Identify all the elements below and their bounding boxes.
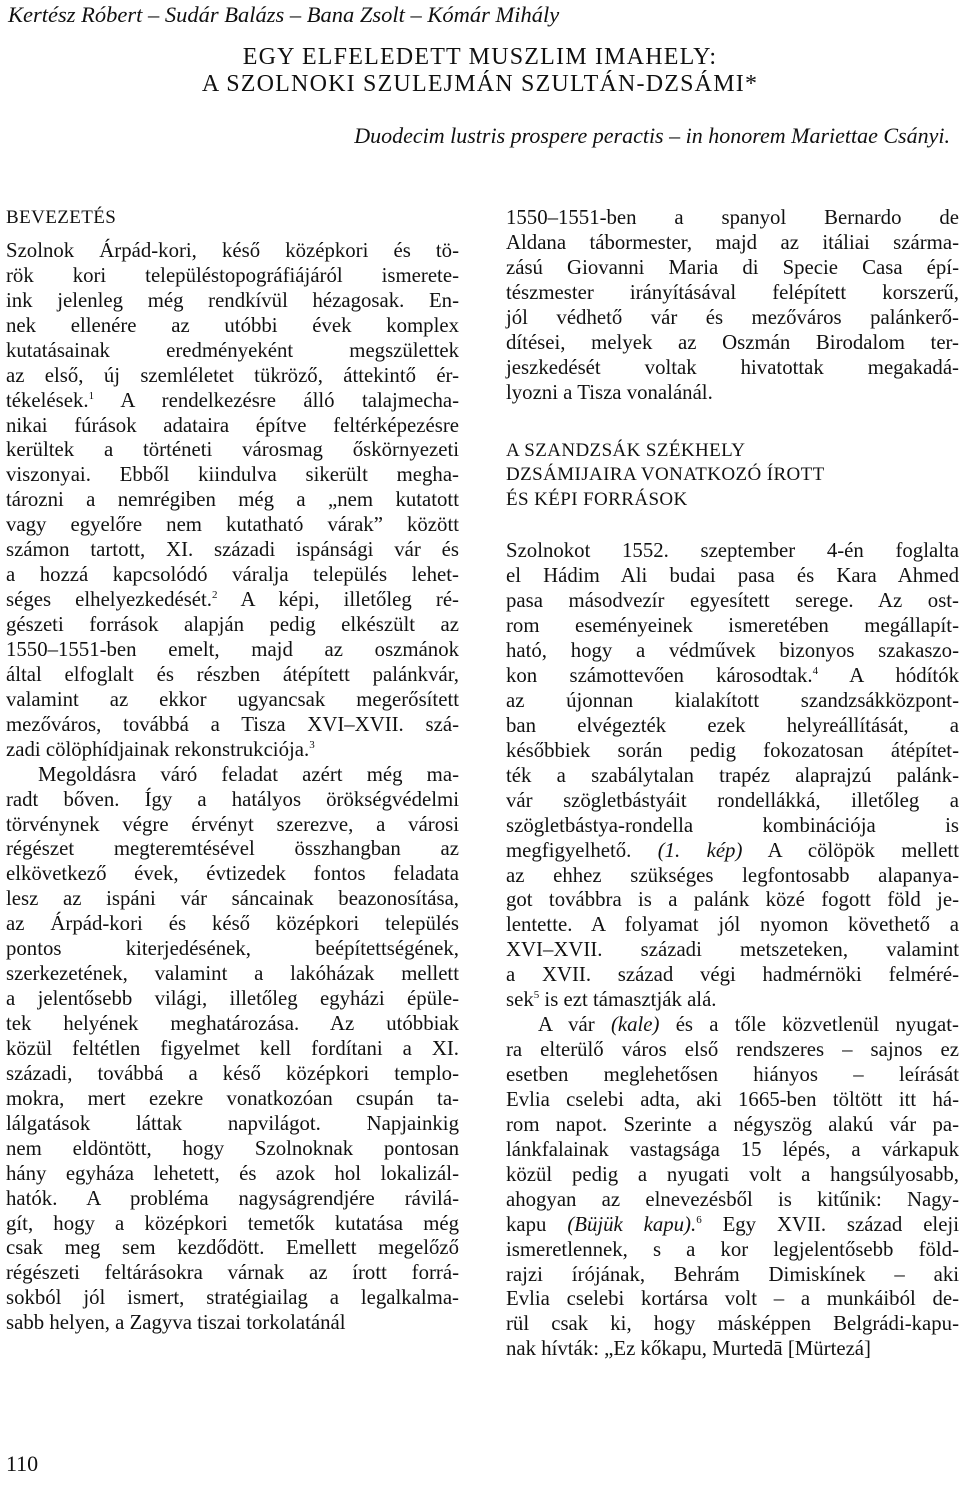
text-line (6, 563, 459, 588)
text-run: ahogyan az elnevezésből is kitűnik: Nagy- (506, 1187, 959, 1211)
text-line (6, 1062, 459, 1087)
text-run: elkövetkező évek, évtizedek fontos feladata (6, 862, 459, 886)
paragraph (6, 763, 459, 1337)
text-line (506, 331, 959, 356)
text-line (506, 764, 959, 789)
text-run: 1550–1551-ben a spanyol Bernardo de (506, 206, 959, 229)
text-line (6, 1236, 459, 1261)
text-run: Evlia cselebi kortársa volt – a munkáiból de- (506, 1287, 959, 1311)
text-run: a jelentősebb világi, illetőleg egyházi épüle- (6, 987, 459, 1011)
italic-text: (Büjük kapu). (567, 1212, 697, 1236)
text-run: ban elvégezték ezek helyreállítását, a (506, 713, 959, 737)
text-run: kerültek a történeti városmag őskörnyezeti (6, 438, 459, 462)
text-run: Szolnokot 1552. szeptember 4-én foglalta (506, 539, 959, 563)
text-line (506, 206, 959, 231)
text-line (506, 1263, 959, 1288)
text-line (506, 1013, 959, 1038)
text-run: tészmester irányításával felépített korszerű, (506, 280, 959, 304)
text-run: A cölöpök mellett (742, 838, 959, 862)
text-line (506, 281, 959, 306)
text-line (6, 1261, 459, 1286)
text-run: rül csak ki, hogy másképpen Belgrádi-kapu- (506, 1312, 959, 1336)
italic-text: (kale) (610, 1013, 660, 1037)
footnote-ref: 6 (696, 1213, 702, 1226)
right-intro (506, 206, 959, 406)
section-heading (506, 439, 959, 514)
title-line: EGY ELFELEDETT MUSZLIM IMAHELY: (242, 44, 718, 70)
footnote-ref: 4 (812, 665, 819, 678)
text-line (506, 789, 959, 814)
text-line (6, 1087, 459, 1112)
text-run: az ehhez szükséges legfontosabb alapanya- (506, 863, 959, 887)
footnote-ref: 2 (212, 589, 218, 602)
text-run: nikai fúrások adataira építve feltérképezésre (6, 413, 459, 437)
text-run: lyozni a Tisza vonalánál. (506, 380, 713, 404)
text-run: Szolnok Árpád-kori, késő középkori és tö- (6, 238, 459, 262)
text-run: tározni a nemrégiben még a „nem kutatott (6, 488, 459, 512)
text-line (6, 239, 459, 264)
text-run: az első, új szemléletet tükröző, áttekintő ér- (6, 363, 459, 387)
text-run: közül feltétlen figyelmet kell fordítani a XI. (6, 1036, 459, 1060)
paragraph (506, 206, 959, 406)
text-run: századi, továbbá a késő középkori templo- (6, 1061, 459, 1085)
text-run: dítései, melyek az Oszmán Birodalom ter- (506, 330, 959, 354)
text-run: sek (506, 988, 534, 1012)
text-line (506, 689, 959, 714)
left-body (6, 239, 459, 1336)
text-run: nek ellenére az utóbbi évek komplex (6, 313, 459, 337)
text-line (6, 314, 459, 339)
text-line (6, 488, 459, 513)
text-run: az újonnan kialakított szandzsákközpont- (506, 688, 959, 712)
text-line (6, 1137, 459, 1162)
text-run: Aldana tábormester, majd az itáliai szárma- (506, 230, 959, 254)
text-run: szerkezetének, valamint a lakóházak mellett (6, 962, 459, 986)
text-line (6, 1212, 459, 1237)
text-run: lánkfalainak vastagsága 15 lépés, a várkapuk (506, 1137, 959, 1161)
text-run: régészet megteremtésével összhangban az (6, 837, 459, 861)
text-run: számon tartott, XI. századi ispánsági vár és (6, 538, 459, 562)
italic-text: (1. kép) (657, 838, 743, 862)
text-line (6, 414, 459, 439)
text-line (506, 1188, 959, 1213)
text-run: Egy XVII. század eleji (701, 1212, 959, 1236)
text-run: rom eseményeinek ismeretében megállapít- (506, 614, 959, 638)
text-line (506, 1287, 959, 1312)
text-line (506, 1163, 959, 1188)
text-line (506, 963, 959, 988)
text-line (6, 887, 459, 912)
text-run: és a tőle közvetlenül nyugat- (659, 1013, 959, 1037)
text-line (6, 962, 459, 987)
text-line (506, 539, 959, 564)
paragraph (506, 1013, 959, 1362)
text-line (6, 937, 459, 962)
text-run: kapu (506, 1212, 568, 1236)
text-line (6, 1162, 459, 1187)
text-run: zadi cölöphídjainak rekonstrukciója. (6, 737, 310, 761)
text-run: sabb helyen, a Zagyva tiszai torkolatánál (6, 1311, 346, 1335)
text-line (506, 664, 959, 689)
text-line (6, 1012, 459, 1037)
text-line (6, 1187, 459, 1212)
text-run: pasa másodvezír egyesített serege. Az ost- (506, 589, 959, 613)
text-line (506, 988, 959, 1013)
text-run: az Árpád-kori és késő középkori település (6, 912, 459, 936)
text-line (6, 738, 459, 763)
text-run: csak meg sem kezdődött. Emellett megelőző (6, 1236, 459, 1260)
text-line (506, 639, 959, 664)
text-run: rök kori településtopográfiájáról ismerete- (6, 263, 459, 287)
text-run: A rendelkezésre álló talajmecha- (94, 388, 459, 412)
text-run: esetben meglehetősen hiányos – leírását (506, 1063, 959, 1087)
text-line (506, 1113, 959, 1138)
text-run: hatók. A probléma nagyságrendjére rávilá- (6, 1186, 459, 1210)
text-run: lentette. A folyamat jól nyomon követhető a (506, 913, 959, 937)
text-run: mezőváros, továbbá a Tisza XVI–XVII. szá- (6, 712, 459, 736)
text-run: vár szögletbástyáit rondellákká, illetőleg a (506, 788, 959, 812)
text-line (6, 713, 459, 738)
text-line (506, 938, 959, 963)
text-line (506, 564, 959, 589)
text-line (506, 814, 959, 839)
text-run: közül pedig a nyugati volt a hangsúlyosabb, (506, 1162, 959, 1186)
text-line (6, 813, 459, 838)
text-run: törvénynek végre érvényt szerezve, a városi (6, 812, 459, 836)
text-line (6, 987, 459, 1012)
section-heading (6, 206, 459, 231)
text-run: rom napot. Szerinte a négyszög alakú vár pa- (506, 1112, 959, 1136)
text-run: séges elhelyezkedését. (6, 588, 213, 612)
text-run: hány egyháza lehetett, és azok hol lokalizál- (6, 1161, 459, 1185)
text-run: nem eldöntött, hogy Szolnoknak pontosan (6, 1136, 459, 1160)
text-run: Evlia cselebi adta, aki 1665-ben töltött itt há- (506, 1087, 959, 1111)
text-line (6, 1311, 459, 1336)
section-heading-line: BEVEZETÉS (6, 207, 117, 228)
text-run: A képi, illetőleg ré- (217, 588, 459, 612)
text-line (506, 1337, 959, 1362)
text-line (506, 1138, 959, 1163)
text-line (6, 613, 459, 638)
text-line (506, 888, 959, 913)
text-run: el Hádim Ali budai pasa és Kara Ahmed (506, 564, 959, 588)
text-line (506, 864, 959, 889)
text-run: tékelések. (6, 388, 89, 412)
text-run: zású Giovanni Maria di Specie Casa épí- (506, 255, 959, 279)
text-run: A hódítók (818, 664, 959, 688)
text-line (6, 1286, 459, 1311)
text-line (6, 788, 459, 813)
text-run: későbbiek során pedig fokozatosan átépítet- (506, 738, 959, 762)
text-line (506, 381, 959, 406)
text-line (6, 1112, 459, 1137)
text-line (6, 862, 459, 887)
text-line (506, 839, 959, 864)
text-run: rajzi írójának, Behrám Dimiskínek – aki (506, 1262, 959, 1286)
text-line (6, 837, 459, 862)
text-run: a XVII. század végi hadmérnöki felméré- (506, 963, 959, 987)
text-line (6, 588, 459, 613)
section-heading-line: DZSÁMIJAIRA VONATKOZÓ ÍROTT (506, 464, 825, 486)
footnote-ref: 3 (309, 738, 315, 751)
text-run: is ezt támasztják alá. (539, 988, 717, 1012)
left-column (6, 206, 459, 1336)
text-run: pontos kiterjedésének, beépítettségének, (6, 937, 459, 961)
text-line (6, 438, 459, 463)
text-line (506, 589, 959, 614)
text-line (6, 638, 459, 663)
paragraph (6, 239, 459, 763)
text-line (506, 1038, 959, 1063)
text-run: mokra, mert ezekre vonatkozóan csupán ta- (6, 1086, 459, 1110)
text-line (6, 289, 459, 314)
text-line (506, 1213, 959, 1238)
text-line (506, 1238, 959, 1263)
text-run: radt bőven. Így a hatályos örökségvédelmi (6, 787, 459, 811)
text-line (6, 389, 459, 414)
footnote-ref: 5 (533, 989, 540, 1002)
paragraph (506, 539, 959, 1013)
spacer (506, 406, 959, 439)
text-run: vagy egyelőre nem kutatható várak” között (6, 513, 459, 537)
text-run: ható, hogy a védművek bizonyos szakaszo- (506, 639, 959, 663)
right-column (506, 206, 959, 1362)
text-run: ra elterülő város első rendszeres – sajnos ez (506, 1038, 959, 1062)
text-line (6, 513, 459, 538)
text-line (6, 538, 459, 563)
text-line (506, 1312, 959, 1337)
text-line (506, 714, 959, 739)
text-run: szögletbástya-rondella kombinációja is (506, 813, 959, 837)
title-line: A SZOLNOKI SZULEJMÁN SZULTÁN-DZSÁMI* (201, 71, 759, 97)
text-run: kutatásainak eredményeként megszülettek (6, 338, 459, 362)
text-line (506, 1063, 959, 1088)
text-line (6, 763, 459, 788)
text-line (6, 339, 459, 364)
text-run: lesz az ispáni vár sáncainak beazonosítása, (6, 887, 459, 911)
text-line (6, 463, 459, 488)
text-line (506, 614, 959, 639)
text-line (6, 912, 459, 937)
text-run: lálgatások láttak napvilágot. Napjainkig (6, 1111, 459, 1135)
authors-line: Kertész Róbert – Sudár Balázs – Bana Zsolt – Kómár Mihály (8, 2, 560, 27)
text-line (506, 231, 959, 256)
text-run: jól védhető vár és mezőváros palánkerő- (506, 305, 959, 329)
text-run: valamint az ekkor ugyancsak megerősített (6, 687, 459, 711)
page-number: 110 (6, 1451, 39, 1476)
text-run: megfigyelhető. (506, 838, 658, 862)
text-line (506, 1088, 959, 1113)
text-run: jeszkedését voltak hivatottak megakadá- (506, 355, 959, 379)
text-line (6, 688, 459, 713)
text-run: Megoldásra váró feladat azért még ma- (38, 762, 459, 786)
text-line (6, 1037, 459, 1062)
text-run: got továbbra is a palánk közé fogott föld je- (506, 888, 959, 912)
text-line (6, 364, 459, 389)
text-run: kon számottevően károsodtak. (506, 664, 813, 688)
text-line (506, 913, 959, 938)
text-run: gészeti források alapján pedig elkészült az (6, 613, 459, 637)
text-run: ték a szabálytalan trapéz alaprajzú palánk- (506, 763, 959, 787)
right-body (506, 539, 959, 1362)
text-run: ink jelenleg még rendkívül hézagosak. En- (6, 288, 459, 312)
section-heading-line: ÉS KÉPI FORRÁSOK (506, 489, 688, 511)
text-run: XVI–XVII. századi metszeteken, valamint (506, 938, 959, 962)
section-heading-line: A SZANDZSÁK SZÉKHELY (506, 439, 746, 461)
dedication: Duodecim lustris prospere peractis – in honorem Mariettae Csányi. (354, 123, 950, 148)
text-run: 1550–1551-ben emelt, majd az oszmánok (6, 637, 459, 661)
text-run: viszonyai. Ebből kiindulva sikerült megha- (6, 463, 459, 487)
text-run: régészeti feltárásokra várnak az írott forrá- (6, 1261, 459, 1285)
text-run: A vár (538, 1013, 611, 1037)
text-line (506, 739, 959, 764)
text-line (506, 356, 959, 381)
article-title (0, 44, 960, 98)
text-line (506, 256, 959, 281)
spacer (506, 513, 959, 539)
text-run: által elfoglalt és részben átépített palánkvár, (6, 662, 459, 686)
text-line (506, 306, 959, 331)
footnote-ref: 1 (88, 389, 95, 402)
text-line (6, 663, 459, 688)
spacer (6, 231, 459, 239)
text-run: nak hívták: „Ez kőkapu, Murtedā [Mürtezá] (506, 1337, 871, 1361)
text-run: sokból jól ismert, stratégiailag a legalkalma- (6, 1286, 459, 1310)
text-line (6, 264, 459, 289)
text-run: a hozzá kapcsolódó váralja település lehet- (6, 563, 459, 587)
text-run: tek helyének meghatározása. Az utóbbiak (6, 1012, 459, 1036)
text-run: gít, hogy a középkori temetők kutatása még (6, 1211, 459, 1235)
text-run: ismeretlennek, s a kor legjelentősebb föld- (506, 1237, 959, 1261)
